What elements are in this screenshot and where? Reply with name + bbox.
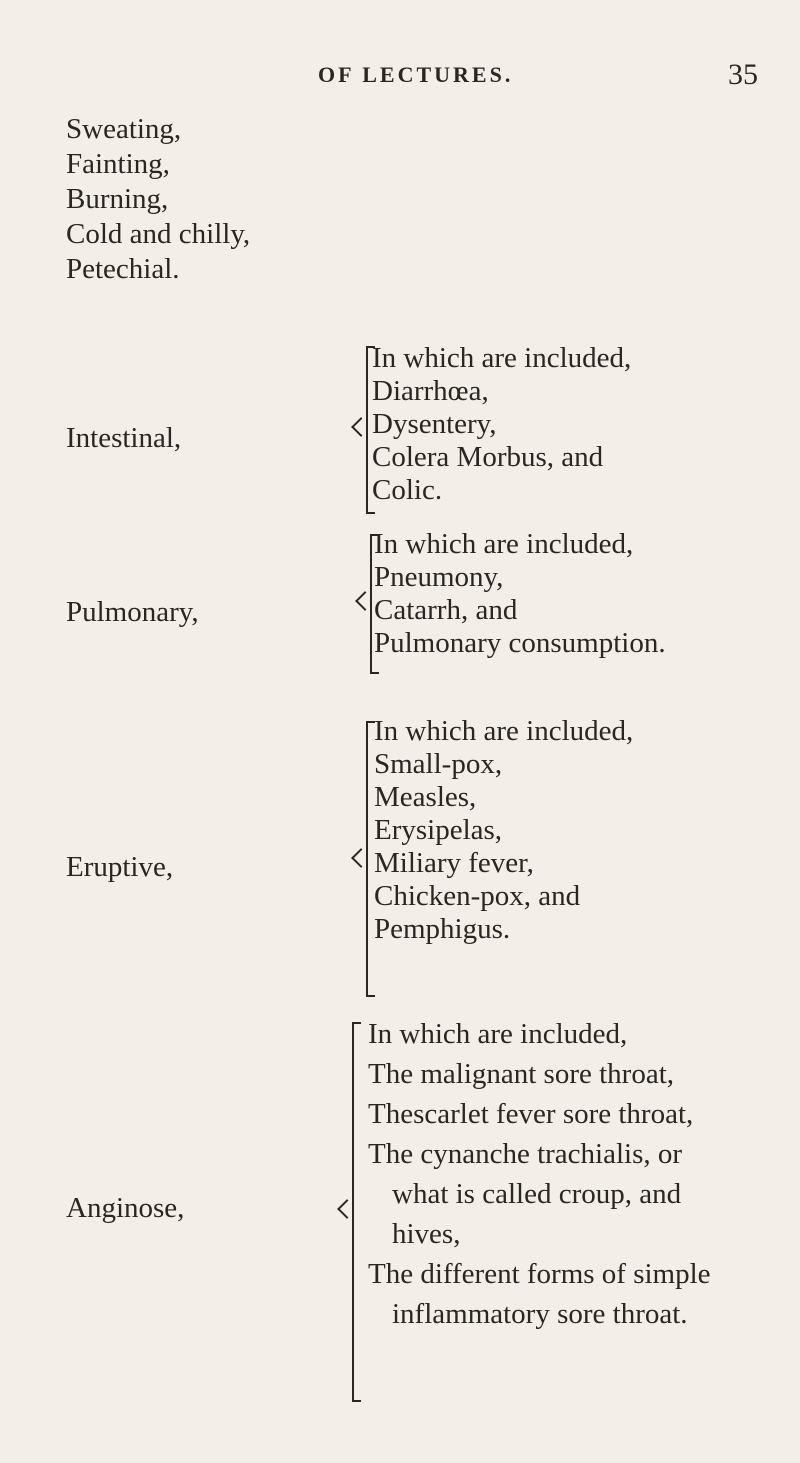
list-item: hives,	[392, 1218, 461, 1250]
group-label: Intestinal,	[66, 422, 182, 454]
list-item: Petechial.	[66, 253, 180, 285]
list-item: Sweating,	[66, 113, 182, 145]
group-items	[374, 715, 633, 946]
group-label: Eruptive,	[66, 851, 174, 883]
list-item: The different forms of simple	[368, 1258, 711, 1290]
list-item: Diarrhœa,	[372, 375, 489, 407]
list-item: Colera Morbus, and	[372, 441, 604, 473]
running-head: OF LECTURES.	[318, 62, 514, 87]
list-item: Dysentery,	[372, 408, 497, 440]
list-item: inflammatory sore throat.	[392, 1298, 688, 1330]
page-header	[0, 58, 800, 102]
group-items	[368, 1014, 711, 1334]
group-items	[374, 528, 666, 660]
list-item: The malignant sore throat,	[368, 1058, 675, 1090]
list-item: In which are included,	[374, 715, 634, 747]
page-number: 35	[728, 58, 758, 91]
fever-types-list	[66, 112, 250, 287]
group-label: Pulmonary,	[66, 596, 199, 628]
list-item: Fainting,	[66, 148, 170, 180]
list-item: Catarrh, and	[374, 594, 518, 626]
list-item: Thescarlet fever sore throat,	[368, 1098, 694, 1130]
list-item: Pneumony,	[374, 561, 504, 593]
list-item: Burning,	[66, 183, 169, 215]
list-item: In which are included,	[372, 342, 632, 374]
group-items	[372, 342, 631, 507]
list-item: Measles,	[374, 781, 477, 813]
list-item: The cynanche trachialis, or	[368, 1138, 683, 1170]
list-item: Chicken-pox, and	[374, 880, 581, 912]
list-item: Miliary fever,	[374, 847, 534, 879]
group-label: Anginose,	[66, 1192, 185, 1224]
list-item: Small-pox,	[374, 748, 503, 780]
list-item: In which are included,	[374, 528, 634, 560]
list-item: Erysipelas,	[374, 814, 503, 846]
brace-icon	[352, 1022, 364, 1402]
list-item: Colic.	[372, 474, 443, 506]
list-item: Pulmonary consumption.	[374, 627, 666, 659]
list-item: what is called croup, and	[392, 1178, 682, 1210]
list-item: Pemphigus.	[374, 913, 511, 945]
list-item: Cold and chilly,	[66, 218, 251, 250]
list-item: In which are included,	[368, 1018, 628, 1050]
